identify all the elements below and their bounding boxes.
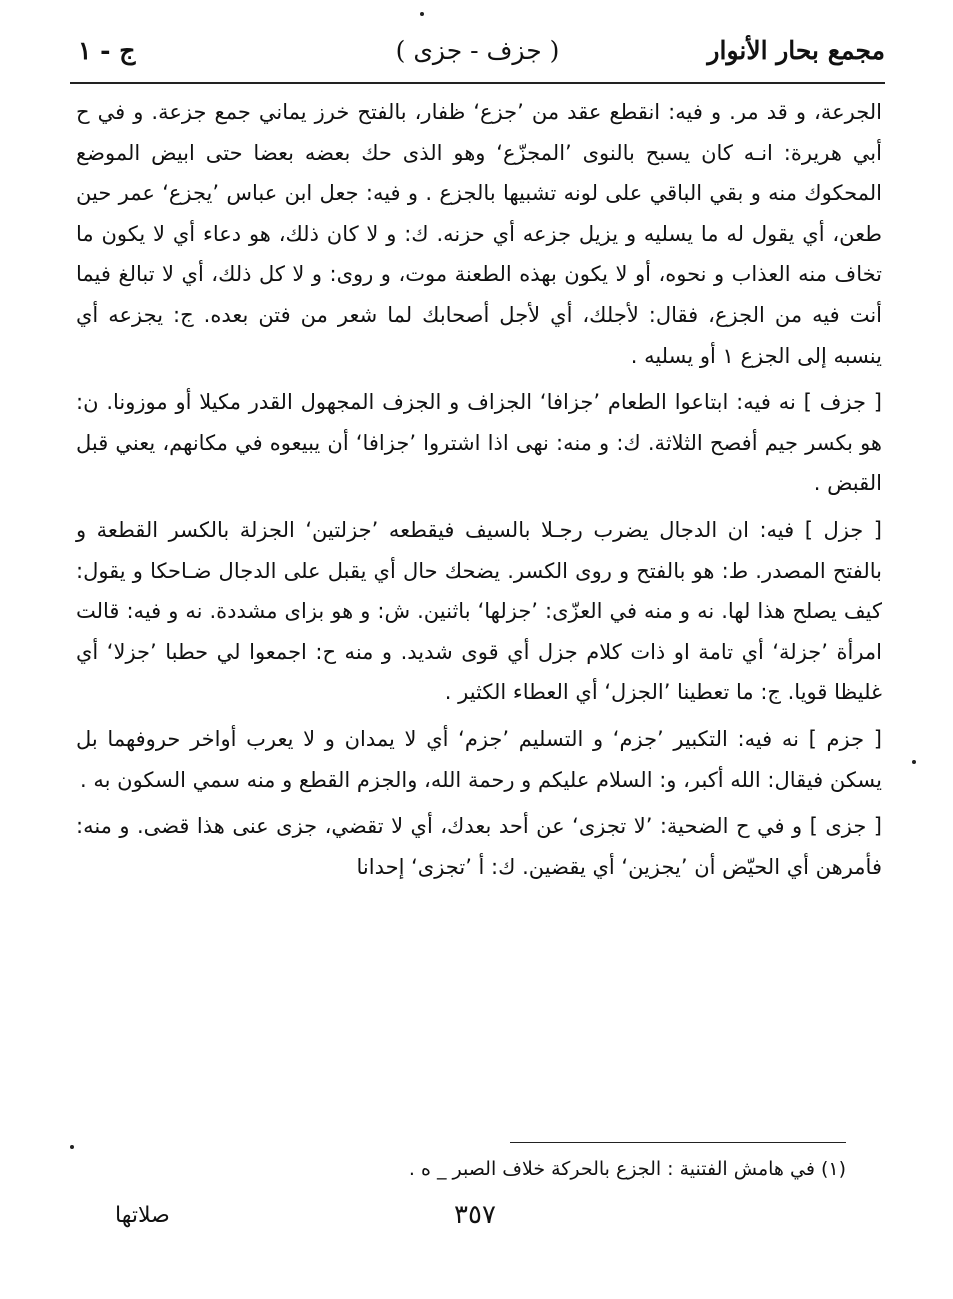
page-number: ٣٥٧: [454, 1200, 496, 1230]
catchword: صلاتها: [115, 1203, 170, 1228]
main-text: [76, 92, 882, 887]
footnote: (١) في هامش الفتنية : الجزع بالحركة خلاف الصبر _ ه .: [408, 1158, 846, 1180]
running-header: [70, 30, 885, 80]
print-speck: [70, 1145, 74, 1149]
paragraph-jazm: [ جزم ] نه فيه: التكبير ’جزم‘ و التسليم ’جزم‘ أي لا يمدان و لا يعرب أواخر حروفهما بل يسكن فيقال: الله أكبر، و: السلام عليكم و رحمة الله، والجزم القطع و منه سمي السكون به .: [76, 726, 882, 792]
footnote-rule: [510, 1142, 846, 1143]
volume-label: ج - ١: [78, 36, 136, 65]
header-rule: [70, 82, 885, 84]
book-title: مجمع بحار الأنوار: [707, 36, 885, 65]
paragraph-jaza-end: [ جزى ] و في ح الضحية: ’لا تجزى‘ عن أحد بعدك، أي لا تقضي، جزى عنى هذا قضى. و منه: فأمرهن أي الحيّض أن ’يجزين‘ أي يقضين. ك: أ ’تجزى‘ إحدانا: [76, 814, 882, 879]
print-speck: [420, 12, 424, 16]
paragraph-jazf: [ جزف ] نه فيه: ابتاعوا الطعام ’جزافا‘ الجزاف و الجزف المجهول القدر مكيلا أو موزونا. ن: هو بكسر جيم أفصح الثلاثة. ك: و منه: نهى اذا اشتروا ’جزافا‘ أن يبيعوه في مكانهم، يعني قبل القبض .: [76, 390, 882, 496]
print-speck: [912, 760, 916, 764]
paragraph-jaza: الجرعة، و قد مر. و فيه: انقطع عقد من ’جزع‘ ظفار، بالفتح خرز يماني جمع جزعة. و في ح أبي هريرة: انـه كان يسبح بالنوى ’المجزّع‘ وهو الذى حك بعضه بعضا حتى ابيض الموضع المحكوك منه و بقي الباقي على لونه تشبيها بالجزع . و فيه: جعل ابن عباس ’يجزع‘ عمر حين طعن، أي يقول له ما يسليه و يزيل جزعه أي حزنه. ك: و لا كان ذلك، هو دعاء أي لا يكون ما تخاف منه العذاب و نحوه، أو لا يكون بهذه الطعنة موت، و روى: و لا كل ذلك، أي لا تبالغ فيما أنت فيه من الجزع، فقال: لأجلك، أي لأجل أصحابك لما شعر من فتن بعده. ج: يجزعه أي ينسبه إلى الجزع ١ أو يسليه .: [76, 100, 882, 368]
entry-range: ( جزف - جزى ): [395, 36, 560, 65]
paragraph-jazl: [ جزل ] فيه: ان الدجال يضرب رجـلا بالسيف فيقطعه ’جزلتين‘ الجزلة بالكسر القطعة و بالفتح المصدر. ط: هو بالفتح و روى الكسر. يضحك حال أي يقبل على الدجال ضـاحكا و يقول: كيف يصلح هذا لها. نه و منه في العزّى: ’جزلها‘ باثنين. ش: و هو بزاى مشددة. نه و فيه: قالت امرأة ’جزلة‘ أي تامة او ذات كلام جزل أي قوى شديد. و منه ح: اجمعوا لي حطبا ’جزلا‘ أي غليظا قويا. ج: ما تعطينا ’الجزل‘ أي العطاء الكثير .: [76, 517, 882, 705]
